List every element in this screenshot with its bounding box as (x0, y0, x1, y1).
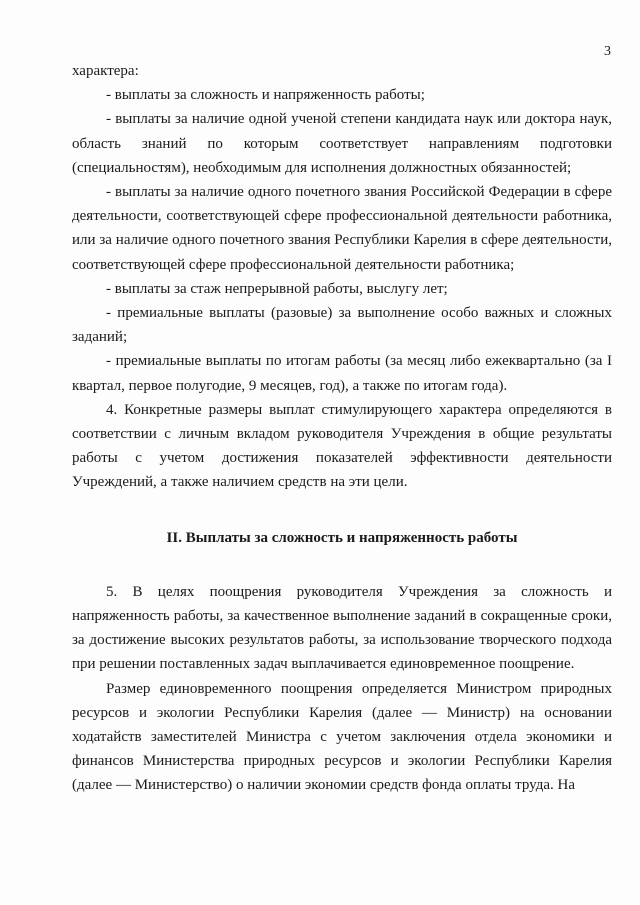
document-body (72, 59, 612, 798)
list-item-periodic-bonus-payments: - премиальные выплаты по итогам работы (за месяц либо ежеквартально (за I квартал, первое полугодие, 9 месяцев, год), а также по итогам года). (72, 353, 612, 394)
spacer (72, 550, 612, 580)
paragraph-4: 4. Конкретные размеры выплат стимулирующего характера определяются в соответствии с личным вкладом руководителя Учреждения в общие результаты работы с учетом достижения показателей эффективности деятельности Учреждений, а также наличием средств на эти цели. (72, 401, 612, 491)
paragraph-5: 5. В целях поощрения руководителя Учреждения за сложность и напряженность работы, за качественное выполнение заданий в сокращенные сроки, за достижение высоких результатов работы, за использование творческого подхода при решении поставленных задач выплачивается единовременное поощрение. (72, 583, 612, 673)
page-number: 3 (604, 44, 611, 59)
list-item-seniority-payments: - выплаты за стаж непрерывной работы, выслугу лет; (106, 280, 448, 297)
list-item-academic-degree-payments: - выплаты за наличие одной ученой степени кандидата наук или доктора наук, область знаний по которым соответствует направлениям подготовки (специальностям), необходимым для исполнения должностных обязанностей; (72, 111, 612, 176)
paragraph-bonus-size: Размер единовременного поощрения определяется Министром природных ресурсов и экологии Республики Карелия (далее — Министр) на основании ходатайств заместителей Министра с учетом заключения отдела экономики и финансов Министерства природных ресурсов и экологии Республики Карелия (далее — Министерство) о наличии экономии средств фонда оплаты труда. На (72, 680, 612, 794)
paragraph-continuation: характера: (72, 63, 139, 79)
list-item-complexity-payments: - выплаты за сложность и напряженность работы; (106, 87, 425, 104)
spacer (72, 495, 612, 526)
section-heading: II. Выплаты за сложность и напряженность работы (166, 529, 518, 546)
list-item-honorary-title-payments: - выплаты за наличие одного почетного звания Российской Федерации в сфере деятельности, соответствующей сфере профессиональной деятельности работника, или за наличие одного почетного звания Республики Карелия в сфере деятельности, соответствующей сфере профессиональной деятельности работника; (72, 184, 612, 273)
list-item-one-time-bonus-payments: - премиальные выплаты (разовые) за выполнение особо важных и сложных заданий; (72, 305, 612, 346)
